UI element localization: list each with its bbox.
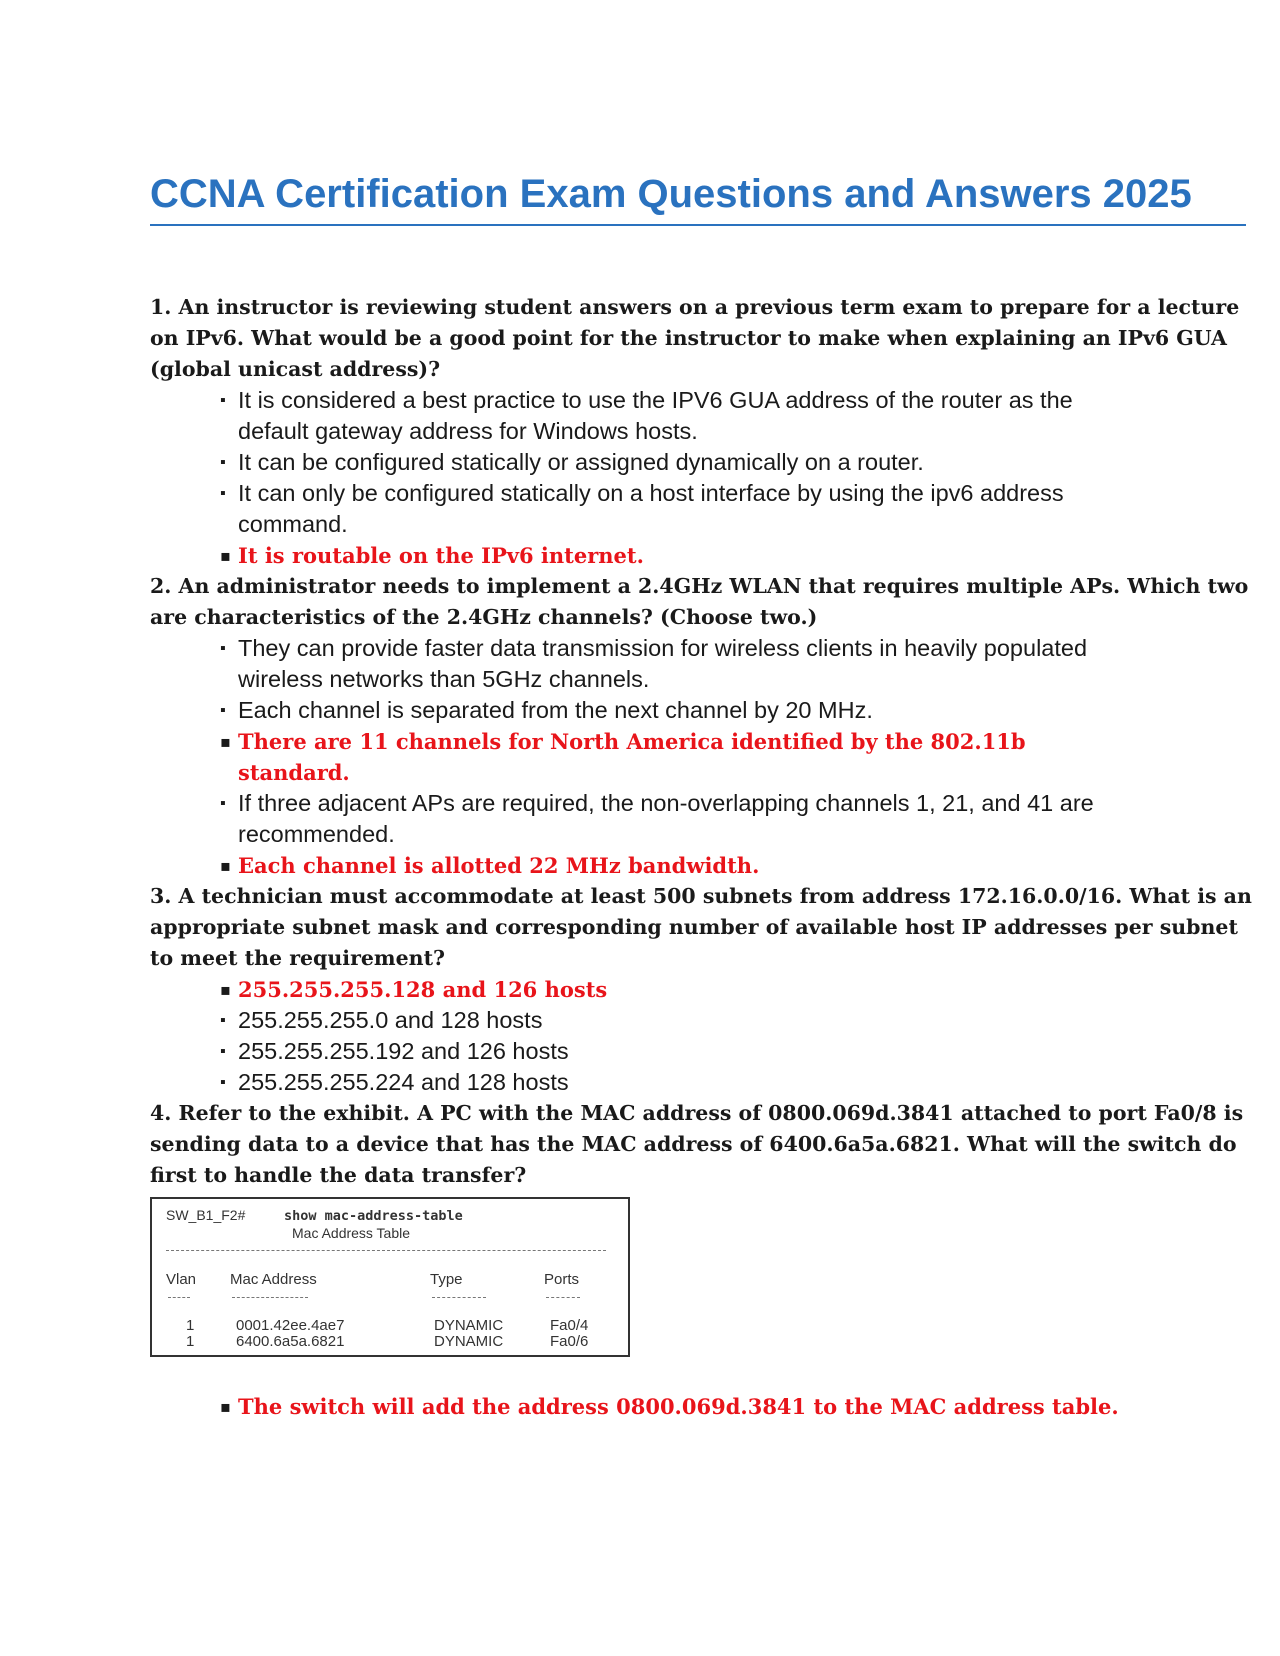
exhibit-cell: DYNAMIC (434, 1317, 504, 1334)
option-text: It is considered a best practice to use the IPV6 GUA address of the router as the default gateway address for Windows hosts. (238, 387, 1073, 444)
correct-answer (212, 850, 1260, 881)
bullet-icon: ▪ (220, 546, 231, 565)
correct-answer (212, 974, 1260, 1005)
option-text: It can be configured statically or assigned dynamically on a router. (238, 449, 924, 475)
correct-answer (212, 1391, 1260, 1422)
option-text: It can only be configured statically on a host interface by using the ipv6 address command. (238, 480, 1064, 537)
bullet-icon: ▪ (220, 640, 226, 657)
question-2: 2. An administrator needs to implement a 2.4GHz WLAN that requires multiple APs. Which two are characteristics of the 2.4GHz channels? (Choose two.) (150, 574, 1249, 629)
exhibit-underline (232, 1297, 308, 1298)
option-text: It is routable on the IPv6 internet. (238, 543, 644, 568)
question-3-options (150, 974, 1260, 1098)
exhibit-header-ports: Ports (544, 1271, 580, 1288)
exhibit-cell: 1 (186, 1333, 195, 1350)
bullet-icon: ▪ (220, 454, 226, 471)
option-item (212, 788, 1260, 850)
bullet-icon: ▪ (220, 702, 226, 719)
option-text: There are 11 channels for North America identified by the 802.11b standard. (238, 729, 1026, 785)
document-title: CCNA Certification Exam Questions and Answers 2025 (150, 172, 1192, 216)
cli-prompt: SW_B1_F2# (166, 1207, 246, 1223)
cli-command: show mac-address-table (284, 1208, 463, 1224)
exhibit-cell: 1 (186, 1317, 195, 1334)
option-text: 255.255.255.192 and 126 hosts (238, 1038, 569, 1064)
option-item (212, 1036, 1260, 1067)
bullet-icon: ▪ (220, 1397, 231, 1416)
exhibit-cell: Fa0/4 (550, 1317, 589, 1334)
bullet-icon: ▪ (220, 795, 226, 812)
exhibit-underline (168, 1297, 190, 1298)
option-item (212, 385, 1260, 447)
exhibit-cell: 0001.42ee.4ae7 (236, 1317, 345, 1334)
mac-address-table-exhibit (150, 1197, 630, 1357)
exhibit-underline (546, 1297, 580, 1298)
questions-container (150, 292, 1260, 1422)
exhibit-table-title: Mac Address Table (292, 1225, 411, 1241)
correct-answer (212, 540, 1260, 571)
option-item (212, 1005, 1260, 1036)
question-1-options (150, 385, 1260, 571)
exhibit-header-mac: Mac Address (230, 1271, 317, 1288)
exhibit-header-type: Type (430, 1271, 463, 1288)
question-3: 3. A technician must accommodate at least 500 subnets from address 172.16.0.0/16. What is an appropriate subnet mask and corresponding number of available host IP addresses per subnet to meet the requirement? (150, 884, 1252, 970)
option-item (212, 695, 1260, 726)
exhibit-underline (432, 1297, 486, 1298)
option-text: 255.255.255.224 and 128 hosts (238, 1069, 569, 1095)
question-2-options (150, 633, 1260, 881)
option-text: Each channel is allotted 22 MHz bandwidth. (238, 853, 760, 878)
bullet-icon: ▪ (220, 1012, 226, 1029)
exhibit-cell: DYNAMIC (434, 1333, 504, 1350)
bullet-icon: ▪ (220, 1043, 226, 1060)
bullet-icon: ▪ (220, 485, 226, 502)
exhibit-header-vlan: Vlan (166, 1271, 197, 1288)
option-item (212, 478, 1260, 540)
correct-answer (212, 726, 1260, 788)
exhibit-cell: Fa0/6 (550, 1333, 589, 1350)
question-4-options (150, 1391, 1260, 1422)
option-item (212, 1067, 1260, 1098)
exhibit-cell: 6400.6a5a.6821 (236, 1333, 345, 1350)
option-text: 255.255.255.0 and 128 hosts (238, 1007, 543, 1033)
bullet-icon: ▪ (220, 1074, 226, 1091)
exhibit-divider (166, 1250, 606, 1251)
question-4: 4. Refer to the exhibit. A PC with the MAC address of 0800.069d.3841 attached to port Fa0/8 is sending data to a device that has the MAC address of 6400.6a5a.6821. What will the switch do first to handle the data transfer? (150, 1101, 1244, 1187)
bullet-icon: ▪ (220, 856, 231, 875)
option-item (212, 633, 1260, 695)
option-text: If three adjacent APs are required, the non-overlapping channels 1, 21, and 41 are recommended. (238, 790, 1094, 847)
option-text: 255.255.255.128 and 126 hosts (238, 977, 608, 1002)
bullet-icon: ▪ (220, 732, 231, 751)
option-item (212, 447, 1260, 478)
question-1: 1. An instructor is reviewing student answers on a previous term exam to prepare for a lecture on IPv6. What would be a good point for the instructor to make when explaining an IPv6 GUA (global unicast address)? (150, 295, 1240, 381)
bullet-icon: ▪ (220, 392, 226, 409)
option-text: Each channel is separated from the next channel by 20 MHz. (238, 697, 873, 723)
title-underline (150, 224, 1246, 226)
bullet-icon: ▪ (220, 980, 231, 999)
option-text: The switch will add the address 0800.069d.3841 to the MAC address table. (238, 1394, 1119, 1419)
option-text: They can provide faster data transmission for wireless clients in heavily populated wireless networks than 5GHz channels. (238, 635, 1088, 692)
